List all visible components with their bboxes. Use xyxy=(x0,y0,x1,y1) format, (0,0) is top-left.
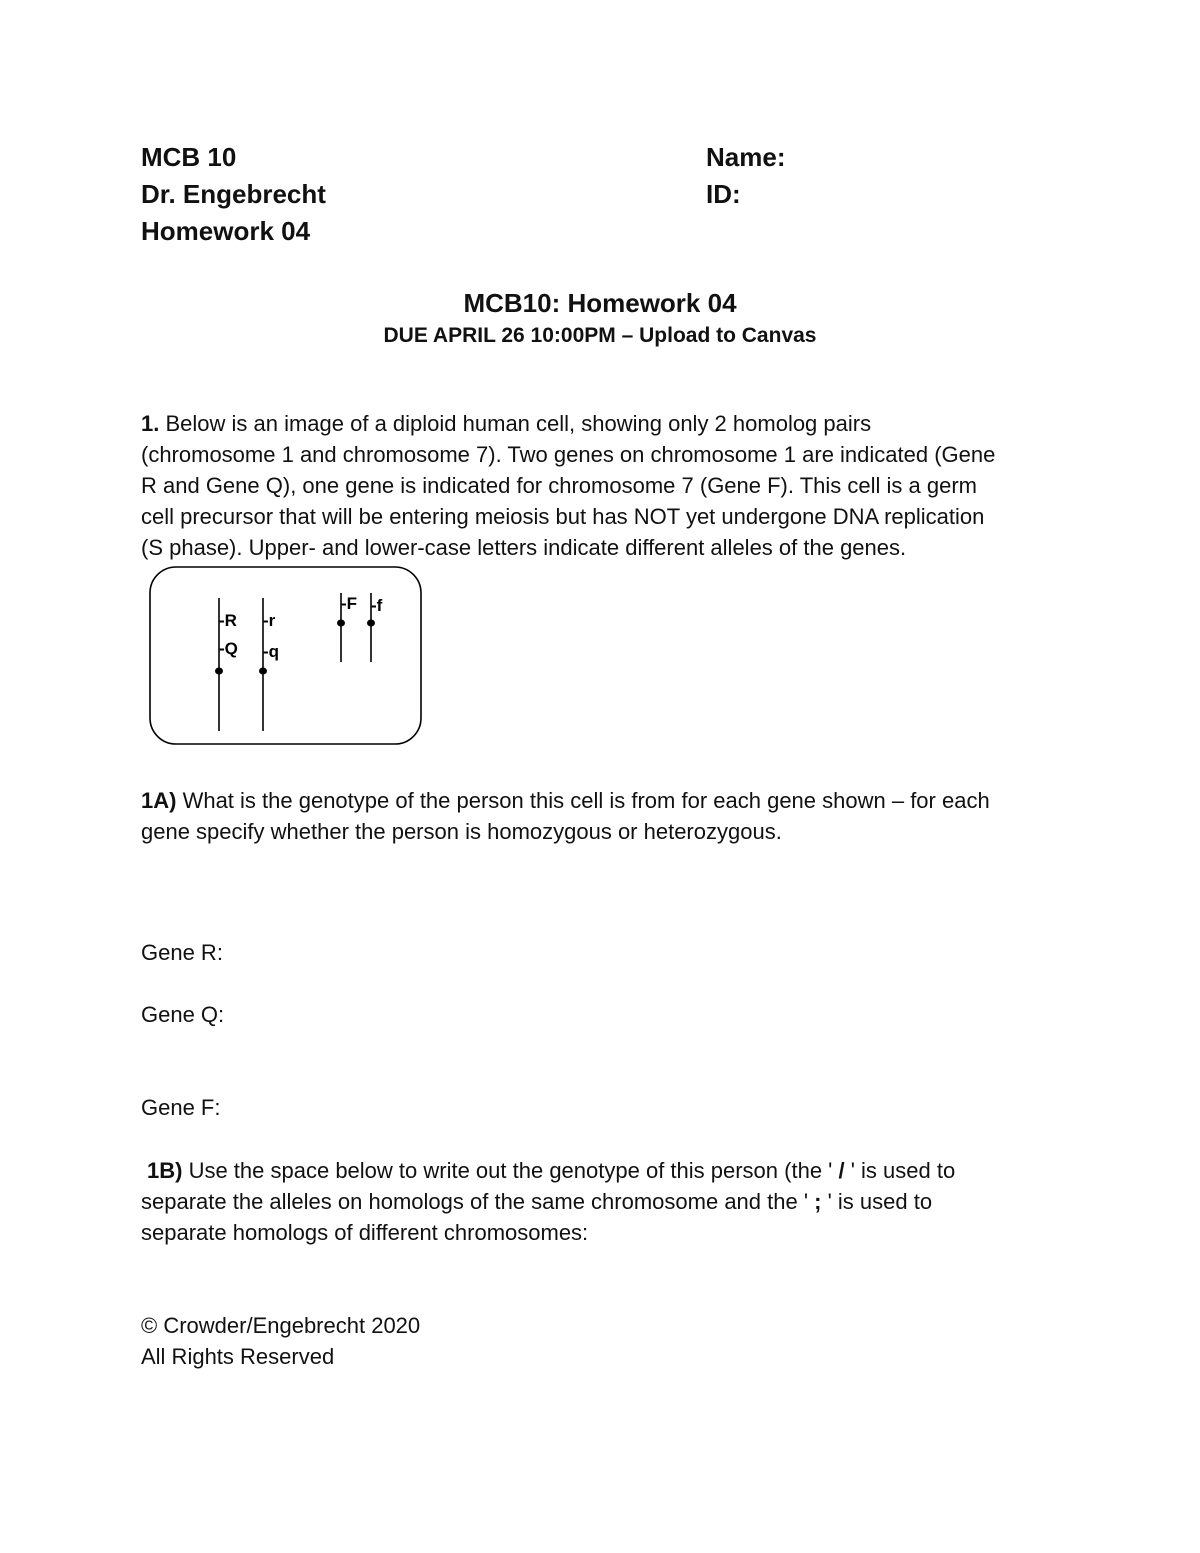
question-1-line: cell precursor that will be entering meiosis but has NOT yet undergone DNA replication xyxy=(141,504,985,529)
question-1b-line: separate homologs of different chromosomes: xyxy=(141,1220,589,1245)
allele-label-q: -q xyxy=(263,642,280,661)
question-1-line: 1. Below is an image of a diploid human cell, showing only 2 homolog pairs xyxy=(141,411,872,436)
copyright-notice: © Crowder/Engebrecht 2020 xyxy=(141,1313,421,1338)
id-field-label: ID: xyxy=(706,179,741,209)
name-field-label: Name: xyxy=(706,142,786,172)
question-1a-label: 1A) xyxy=(141,788,177,813)
question-1b-line: 1B) Use the space below to write out the genotype of this person (the ' / ' is used to xyxy=(147,1158,956,1183)
due-date: DUE APRIL 26 10:00PM – Upload to Canvas xyxy=(383,324,817,347)
centromere-icon xyxy=(367,620,375,627)
page-title: MCB10: Homework 04 xyxy=(463,288,737,318)
cell-outline xyxy=(150,567,421,744)
question-1-number: 1. xyxy=(141,411,160,436)
centromere-icon xyxy=(337,620,345,627)
allele-label-R: -R xyxy=(219,611,237,630)
allele-label-r: -r xyxy=(263,611,276,630)
question-1b-line: separate the alleles on homologs of the same chromosome and the ' ; ' is used to xyxy=(141,1189,933,1214)
question-1-line: (S phase). Upper- and lower-case letters indicate different alleles of the genes. xyxy=(141,535,907,560)
gene-r-label: Gene R: xyxy=(141,940,223,965)
question-1a-line: gene specify whether the person is homozygous or heterozygous. xyxy=(141,819,782,844)
gene-q-label: Gene Q: xyxy=(141,1002,225,1027)
centromere-icon xyxy=(259,668,267,675)
allele-label-f: -f xyxy=(371,596,383,615)
question-1-line: R and Gene Q), one gene is indicated for chromosome 7 (Gene F). This cell is a germ xyxy=(141,473,977,498)
question-1-line: (chromosome 1 and chromosome 7). Two genes on chromosome 1 are indicated (Gene xyxy=(141,442,996,467)
rights-notice: All Rights Reserved xyxy=(141,1344,335,1369)
cell-diagram xyxy=(148,565,424,747)
instructor-name: Dr. Engebrecht xyxy=(141,179,326,209)
gene-f-label: Gene F: xyxy=(141,1095,221,1120)
homework-label: Homework 04 xyxy=(141,216,311,246)
question-1a-line: 1A) What is the genotype of the person this cell is from for each gene shown – for each xyxy=(141,788,990,813)
course-code: MCB 10 xyxy=(141,142,237,172)
centromere-icon xyxy=(215,668,223,675)
question-1b-label: 1B) xyxy=(147,1158,183,1183)
allele-label-F: -F xyxy=(341,594,358,613)
allele-label-Q: -Q xyxy=(219,639,238,658)
